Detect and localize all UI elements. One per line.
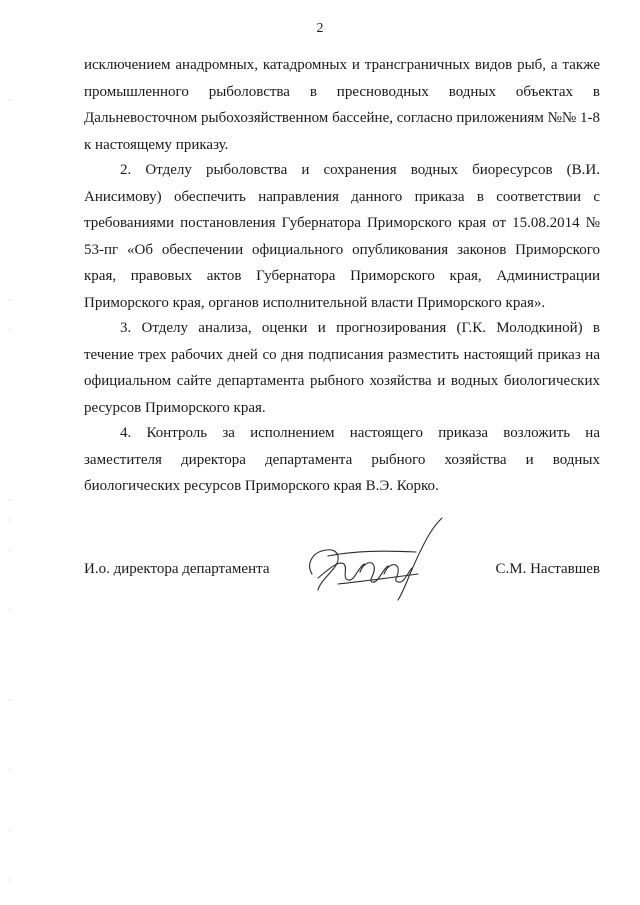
signatory-title: И.о. директора департамента xyxy=(84,561,270,577)
paragraph-2: 2. Отделу рыболовства и сохранения водных биоресурсов (В.И. Анисимову) обеспечить направления данного приказа в соответствии с требованиями постановления Губернатора Приморского края от 15.08.2014 № 53-пг «Об обеспечении официального опубликования законов Приморского края, правовых актов Губернатора Приморского края, Администрации Приморского края, органов исполнительной власти Приморского края». xyxy=(84,162,600,311)
paragraph-4: 4. Контроль за исполнением настоящего приказа возложить на заместителя директора департамента рыбного хозяйства и водных биологических ресурсов Приморского края В.Э. Корко. xyxy=(84,425,600,494)
paragraph-1: исключением анадромных, катадромных и трансграничных видов рыб, а также промышленного рыболовства в пресноводных водных объектах в Дальневосточном рыбохозяйственном бассейне, согласно приложениям №№ 1-8 к настоящему приказу. xyxy=(84,57,600,153)
signatory-name: С.М. Наставшев xyxy=(495,561,600,577)
scan-margin-dots xyxy=(8,90,12,890)
paragraph-3: 3. Отделу анализа, оценки и прогнозирования (Г.К. Молодкиной) в течение трех рабочих дней со дня подписания разместить настоящий приказ на официальном сайте департамента рыбного хозяйства и водных биологических ресурсов Приморского края. xyxy=(84,320,600,416)
signature-row xyxy=(84,559,600,583)
handwritten-signature xyxy=(298,512,448,602)
page-number: 2 xyxy=(316,21,324,36)
